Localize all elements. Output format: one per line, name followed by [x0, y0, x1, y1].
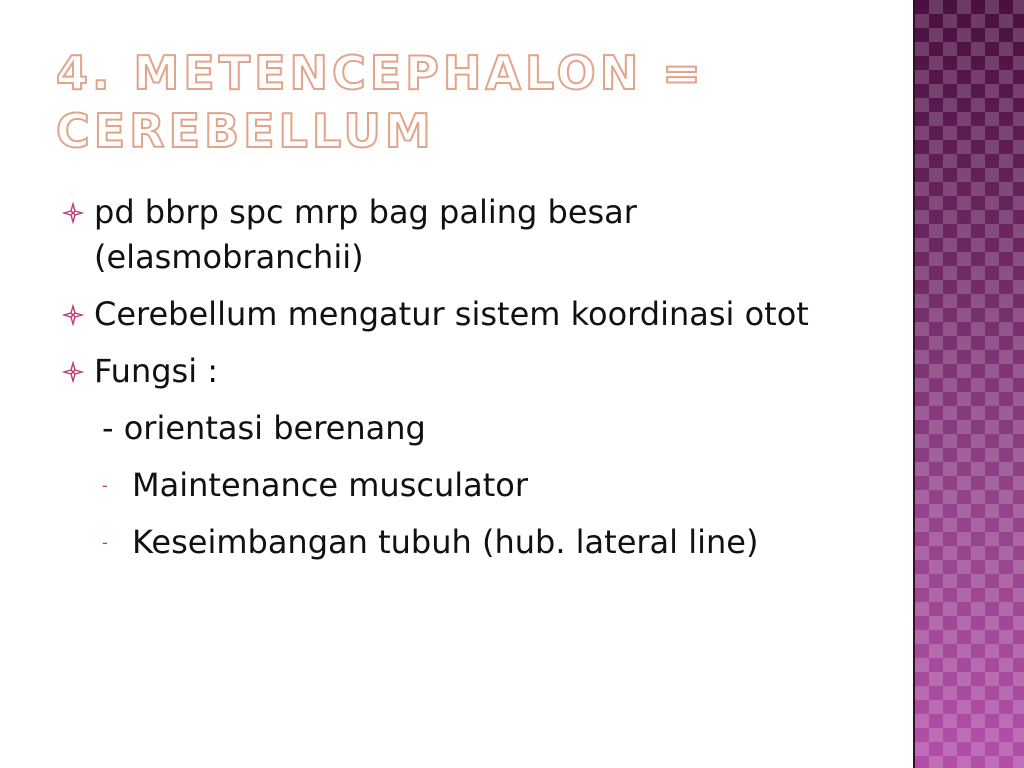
- diamond-bullet-icon: [62, 361, 84, 383]
- decorative-side-band: [913, 0, 1024, 768]
- dash-marker: -: [102, 476, 108, 495]
- bullet-text: Cerebellum mengatur sistem koordinasi otot: [94, 295, 809, 333]
- diamond-bullet-icon: [62, 304, 84, 326]
- dash-marker: -: [102, 533, 108, 552]
- bullet-item: [62, 292, 882, 337]
- dash-item: [62, 520, 882, 565]
- bullet-text: Fungsi :: [94, 352, 219, 390]
- slide-title: 4. METENCEPHALON = CEREBELLUM: [56, 46, 705, 158]
- dash-text: Maintenance musculator: [132, 466, 529, 504]
- dash-item: [62, 463, 882, 508]
- bullet-item: [62, 349, 882, 394]
- bullet-item: [62, 190, 882, 280]
- diamond-pattern: [915, 0, 1024, 768]
- dash-text: Keseimbangan tubuh (hub. lateral line): [132, 523, 759, 561]
- sub-line: - orientasi berenang: [102, 409, 426, 447]
- slide-body: [62, 190, 882, 577]
- diamond-bullet-icon: [62, 202, 84, 224]
- bullet-text: pd bbrp spc mrp bag paling besar (elasmobranchii): [94, 193, 637, 276]
